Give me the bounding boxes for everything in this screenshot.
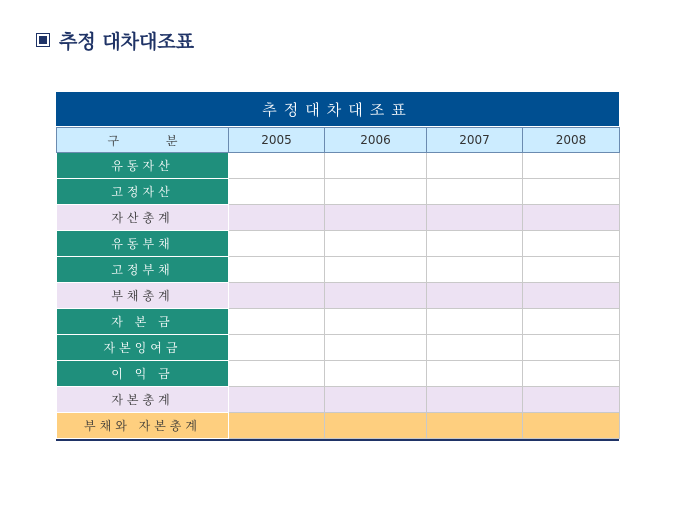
value-cell[interactable]	[325, 413, 427, 439]
value-cell[interactable]	[427, 361, 523, 387]
value-cell[interactable]	[523, 179, 620, 205]
square-bullet-icon	[36, 33, 50, 47]
value-cell[interactable]	[325, 283, 427, 309]
column-header-2005: 2005	[229, 128, 325, 153]
value-cell[interactable]	[325, 361, 427, 387]
value-cell[interactable]	[229, 387, 325, 413]
column-header-2008: 2008	[523, 128, 620, 153]
value-cell[interactable]	[325, 387, 427, 413]
column-header-row	[57, 128, 620, 153]
row-label: 부채와 자본총계	[57, 413, 229, 439]
value-cell[interactable]	[229, 335, 325, 361]
row-label: 유동자산	[57, 153, 229, 179]
value-cell[interactable]	[229, 179, 325, 205]
value-cell[interactable]	[325, 309, 427, 335]
value-cell[interactable]	[229, 361, 325, 387]
value-cell[interactable]	[523, 309, 620, 335]
table-row	[57, 257, 620, 283]
table-row	[57, 283, 620, 309]
value-cell[interactable]	[325, 179, 427, 205]
row-label: 유동부채	[57, 231, 229, 257]
value-cell[interactable]	[229, 257, 325, 283]
value-cell[interactable]	[325, 257, 427, 283]
table-row	[57, 387, 620, 413]
value-cell[interactable]	[229, 153, 325, 179]
balance-sheet-grid	[56, 127, 620, 439]
table-row	[57, 231, 620, 257]
value-cell[interactable]	[325, 231, 427, 257]
value-cell[interactable]	[523, 387, 620, 413]
value-cell[interactable]	[523, 335, 620, 361]
value-cell[interactable]	[427, 387, 523, 413]
value-cell[interactable]	[523, 361, 620, 387]
column-header-category-char-2: 분	[165, 133, 178, 148]
value-cell[interactable]	[229, 309, 325, 335]
column-header-2006: 2006	[325, 128, 427, 153]
column-header-2007: 2007	[427, 128, 523, 153]
value-cell[interactable]	[229, 231, 325, 257]
table-row	[57, 413, 620, 439]
table-title: 추정대차대조표	[56, 92, 619, 127]
value-cell[interactable]	[427, 309, 523, 335]
row-label: 자본잉여금	[57, 335, 229, 361]
table-row	[57, 179, 620, 205]
value-cell[interactable]	[229, 413, 325, 439]
column-header-category-char-1: 구	[107, 133, 120, 148]
value-cell[interactable]	[523, 231, 620, 257]
table-body	[57, 153, 620, 439]
balance-sheet-table	[56, 92, 619, 441]
value-cell[interactable]	[523, 257, 620, 283]
value-cell[interactable]	[427, 413, 523, 439]
slide-title-row	[36, 27, 194, 53]
value-cell[interactable]	[427, 283, 523, 309]
column-header-category	[57, 128, 229, 153]
value-cell[interactable]	[523, 153, 620, 179]
page-title: 추정 대차대조표	[59, 30, 195, 53]
value-cell[interactable]	[427, 335, 523, 361]
value-cell[interactable]	[229, 283, 325, 309]
square-bullet-inner	[39, 36, 47, 44]
value-cell[interactable]	[229, 205, 325, 231]
table-row	[57, 335, 620, 361]
value-cell[interactable]	[427, 231, 523, 257]
row-label: 자본총계	[57, 387, 229, 413]
table-row	[57, 205, 620, 231]
value-cell[interactable]	[325, 153, 427, 179]
value-cell[interactable]	[427, 257, 523, 283]
value-cell[interactable]	[523, 413, 620, 439]
value-cell[interactable]	[427, 179, 523, 205]
row-label: 부채총계	[57, 283, 229, 309]
row-label: 이 익 금	[57, 361, 229, 387]
value-cell[interactable]	[325, 205, 427, 231]
table-row	[57, 361, 620, 387]
value-cell[interactable]	[427, 205, 523, 231]
row-label: 자 본 금	[57, 309, 229, 335]
value-cell[interactable]	[427, 153, 523, 179]
table-row	[57, 309, 620, 335]
table-row	[57, 153, 620, 179]
row-label: 고정부채	[57, 257, 229, 283]
value-cell[interactable]	[523, 205, 620, 231]
value-cell[interactable]	[523, 283, 620, 309]
row-label: 고정자산	[57, 179, 229, 205]
row-label: 자산총계	[57, 205, 229, 231]
value-cell[interactable]	[325, 335, 427, 361]
